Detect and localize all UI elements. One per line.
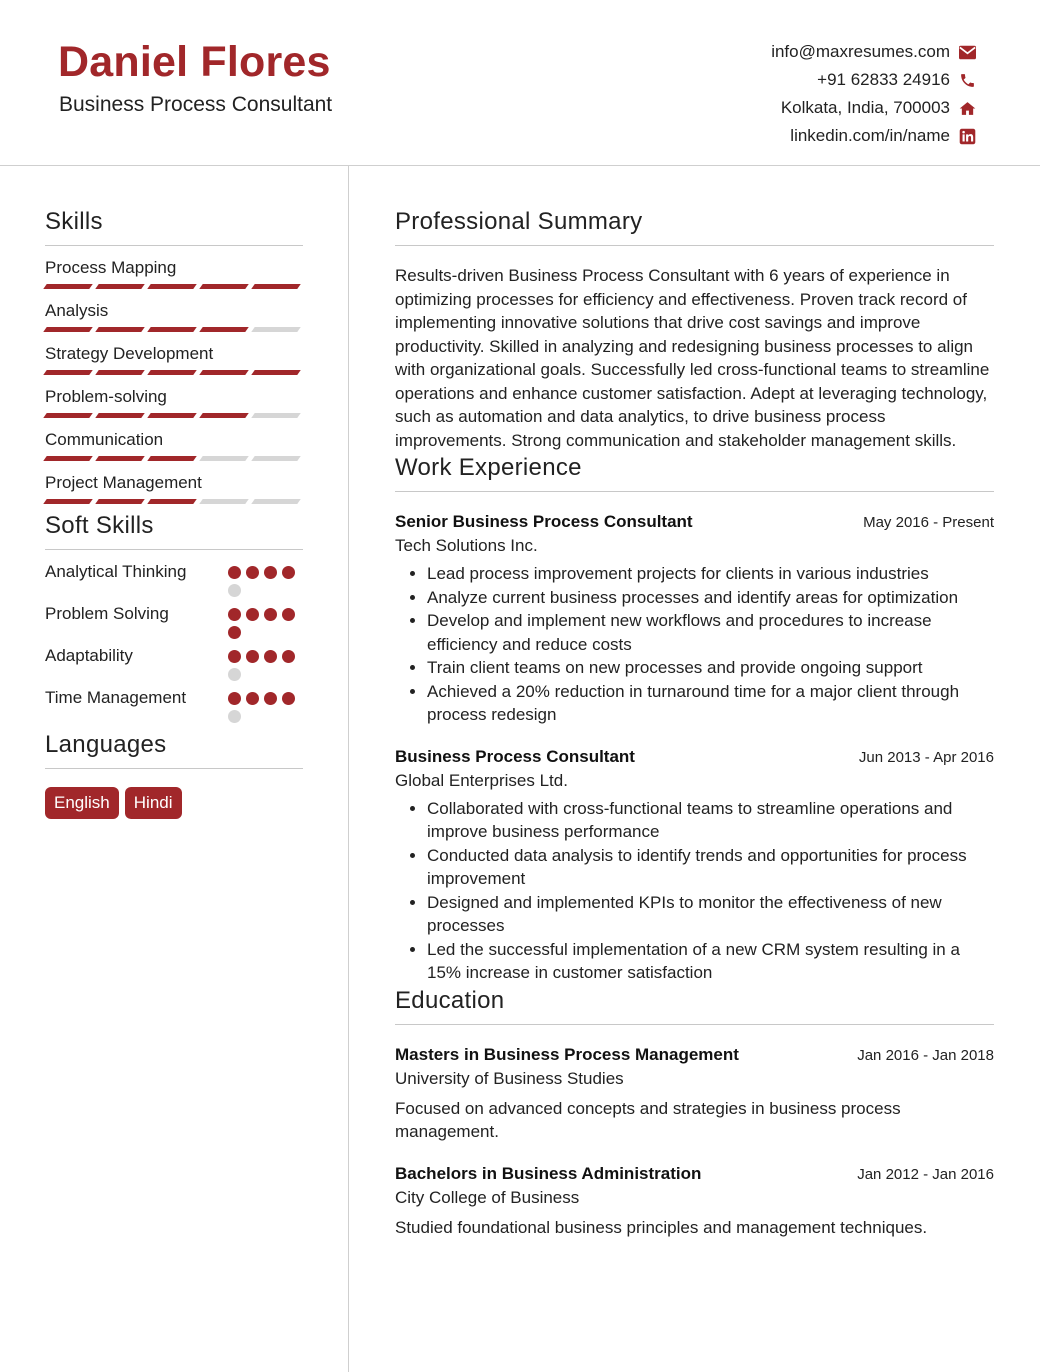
soft-skill-level-dots (228, 560, 303, 597)
soft-skills-list (45, 560, 303, 723)
soft-skill-level-dot (228, 668, 241, 681)
soft-skill-level-dot (228, 650, 241, 663)
skill-level-segment (95, 499, 145, 504)
skill-name: Communication (45, 430, 164, 449)
candidate-name: Daniel Flores (58, 38, 331, 86)
soft-skill-level-dot (246, 608, 259, 621)
experience-list (395, 512, 994, 985)
contact-phone-text: +91 62833 24916 (817, 70, 950, 89)
skill-level-segment (147, 327, 197, 332)
education-date: Jan 2016 - Jan 2018 (857, 1046, 994, 1064)
skill-level-segment (43, 413, 93, 418)
education-entry (395, 1164, 994, 1240)
job-bullets (395, 562, 994, 727)
skills-list (45, 258, 303, 504)
education-degree: Bachelors in Business Administration (395, 1163, 702, 1183)
skill-level-segment (147, 370, 197, 375)
job-bullet: • Achieved a 20% reduction in turnaround time for a major client through process redesign (427, 680, 994, 727)
job-entry (395, 747, 994, 985)
contact-block (771, 38, 976, 150)
soft-skill-level-dot (282, 650, 295, 663)
skill-level-segment (43, 327, 93, 332)
soft-skill-level-dot (264, 650, 277, 663)
skill-name: Analysis (45, 301, 109, 320)
column-divider (348, 166, 349, 1372)
skill-level-segment (147, 499, 197, 504)
job-title: Senior Business Process Consultant (395, 512, 693, 531)
soft-skill-level-dot (246, 650, 259, 663)
job-bullet: • Designed and implemented KPIs to monitor the effectiveness of new processes (427, 891, 994, 938)
skill-level-segment (43, 499, 93, 504)
job-bullet: • Lead process improvement projects for clients in various industries (427, 562, 994, 586)
skill-level-segment (199, 370, 249, 375)
job-bullet: • Train client teams on new processes and provide ongoing support (427, 656, 994, 680)
soft-skill-level-dot (228, 584, 241, 597)
job-bullets (395, 797, 994, 985)
contact-email-text: info@maxresumes.com (771, 42, 950, 61)
soft-skill-name: Problem Solving (45, 604, 169, 623)
linkedin-icon (958, 127, 976, 145)
soft-skill-level-dot (282, 692, 295, 705)
soft-skill-item (45, 602, 303, 639)
experience-title: Work Experience (395, 454, 994, 492)
education-date: Jan 2012 - Jan 2016 (857, 1165, 994, 1183)
soft-skill-level-dot (282, 608, 295, 621)
resume-header (0, 0, 1040, 166)
soft-skill-level-dot (228, 566, 241, 579)
candidate-role: Business Process Consultant (59, 93, 333, 116)
soft-skill-item (45, 560, 303, 597)
skill-level-bars (45, 284, 303, 289)
contact-linkedin-text: linkedin.com/in/name (790, 126, 950, 145)
contact-linkedin[interactable] (771, 122, 976, 150)
languages-list (45, 787, 303, 819)
soft-skill-level-dot (246, 692, 259, 705)
skill-item (45, 258, 303, 289)
skill-level-segment (95, 327, 145, 332)
job-bullet: • Develop and implement new workflows and procedures to increase efficiency and reduce costs (427, 609, 994, 656)
job-bullet: • Led the successful implementation of a new CRM system resulting in a 15% increase in customer satisfaction (427, 938, 994, 985)
contact-location (771, 94, 976, 122)
education-header (395, 1164, 994, 1184)
soft-skill-item (45, 644, 303, 681)
skill-item (45, 301, 303, 332)
skill-level-segment (251, 327, 301, 332)
skill-level-bars (45, 327, 303, 332)
soft-skill-name: Adaptability (45, 646, 133, 665)
job-header (395, 512, 994, 532)
job-company: Global Enterprises Ltd. (395, 770, 568, 790)
skill-name: Strategy Development (45, 344, 214, 363)
soft-skill-level-dot (264, 608, 277, 621)
skills-title: Skills (45, 208, 303, 246)
soft-skill-level-dots (228, 686, 303, 723)
skill-level-segment (147, 284, 197, 289)
soft-skills-title: Soft Skills (45, 512, 303, 550)
home-icon (958, 99, 976, 117)
contact-phone[interactable] (771, 66, 976, 94)
soft-skill-level-dot (264, 692, 277, 705)
skill-level-segment (199, 413, 249, 418)
skill-level-bars (45, 413, 303, 418)
skill-level-bars (45, 370, 303, 375)
contact-email[interactable] (771, 38, 976, 66)
language-badge: English (45, 787, 119, 819)
soft-skill-item (45, 686, 303, 723)
right-column (395, 208, 994, 1239)
skill-level-segment (199, 499, 249, 504)
education-title: Education (395, 987, 994, 1025)
soft-skill-level-dot (228, 692, 241, 705)
education-header (395, 1045, 994, 1065)
job-bullet: • Conducted data analysis to identify trends and opportunities for process improvement (427, 844, 994, 891)
skill-level-segment (199, 327, 249, 332)
skill-level-segment (251, 370, 301, 375)
envelope-icon (958, 43, 976, 61)
education-degree: Masters in Business Process Management (395, 1044, 739, 1064)
phone-icon (958, 71, 976, 89)
job-bullet: • Collaborated with cross-functional teams to streamline operations and improve business performance (427, 797, 994, 844)
skill-item (45, 387, 303, 418)
skill-level-segment (95, 456, 145, 461)
soft-skill-level-dot (264, 566, 277, 579)
skill-level-segment (251, 499, 301, 504)
skill-level-segment (95, 284, 145, 289)
soft-skill-level-dot (228, 626, 241, 639)
skill-level-segment (43, 456, 93, 461)
summary-text: Results-driven Business Process Consultant with 6 years of experience in optimizing processes for efficiency and effectiveness. Proven track record of implementing innovative solutions that drive cost savings and improve productivity. Skilled in analyzing and redesigning business processes to align with organizational goals. Successfully led cross-functional teams to streamline operations and enhance customer satisfaction. Adept at leveraging technology, such as automation and data analytics, to drive business process improvements. Strong communication and stakeholder management skills. (395, 266, 990, 450)
education-description: Studied foundational business principles and management techniques. (395, 1217, 928, 1237)
left-column (45, 208, 303, 819)
skill-name: Process Mapping (45, 258, 177, 277)
job-date: May 2016 - Present (863, 514, 994, 531)
skill-item (45, 430, 303, 461)
job-title: Business Process Consultant (395, 746, 635, 766)
job-bullet: • Analyze current business processes and identify areas for optimization (427, 586, 994, 610)
language-badge: Hindi (125, 787, 182, 819)
contact-location-text: Kolkata, India, 700003 (780, 98, 950, 117)
soft-skill-level-dot (228, 608, 241, 621)
soft-skill-name: Analytical Thinking (45, 562, 187, 581)
skill-name: Problem-solving (45, 387, 167, 406)
soft-skill-level-dot (246, 566, 259, 579)
education-list (395, 1045, 994, 1240)
skill-level-segment (251, 413, 301, 418)
job-header (395, 747, 994, 767)
education-school: City College of Business (395, 1187, 580, 1207)
skill-level-bars (45, 456, 303, 461)
languages-title: Languages (45, 731, 303, 769)
soft-skill-level-dot (228, 710, 241, 723)
skill-item (45, 344, 303, 375)
skill-level-segment (199, 284, 249, 289)
job-entry (395, 512, 994, 727)
skill-level-segment (43, 284, 93, 289)
skill-level-segment (147, 413, 197, 418)
soft-skill-level-dots (228, 644, 303, 681)
skill-item (45, 473, 303, 504)
soft-skill-level-dot (282, 566, 295, 579)
skill-level-bars (45, 499, 303, 504)
skill-level-segment (199, 456, 249, 461)
soft-skill-name: Time Management (45, 688, 187, 707)
skill-level-segment (95, 370, 145, 375)
skill-level-segment (95, 413, 145, 418)
education-description: Focused on advanced concepts and strategies in business process management. (395, 1098, 901, 1141)
education-entry (395, 1045, 994, 1144)
skill-name: Project Management (45, 473, 202, 492)
skill-level-segment (147, 456, 197, 461)
soft-skill-level-dots (228, 602, 303, 639)
education-school: University of Business Studies (395, 1068, 624, 1088)
skill-level-segment (43, 370, 93, 375)
skill-level-segment (251, 456, 301, 461)
job-company: Tech Solutions Inc. (395, 536, 538, 555)
skill-level-segment (251, 284, 301, 289)
summary-title: Professional Summary (395, 208, 994, 246)
job-date: Jun 2013 - Apr 2016 (858, 748, 994, 766)
